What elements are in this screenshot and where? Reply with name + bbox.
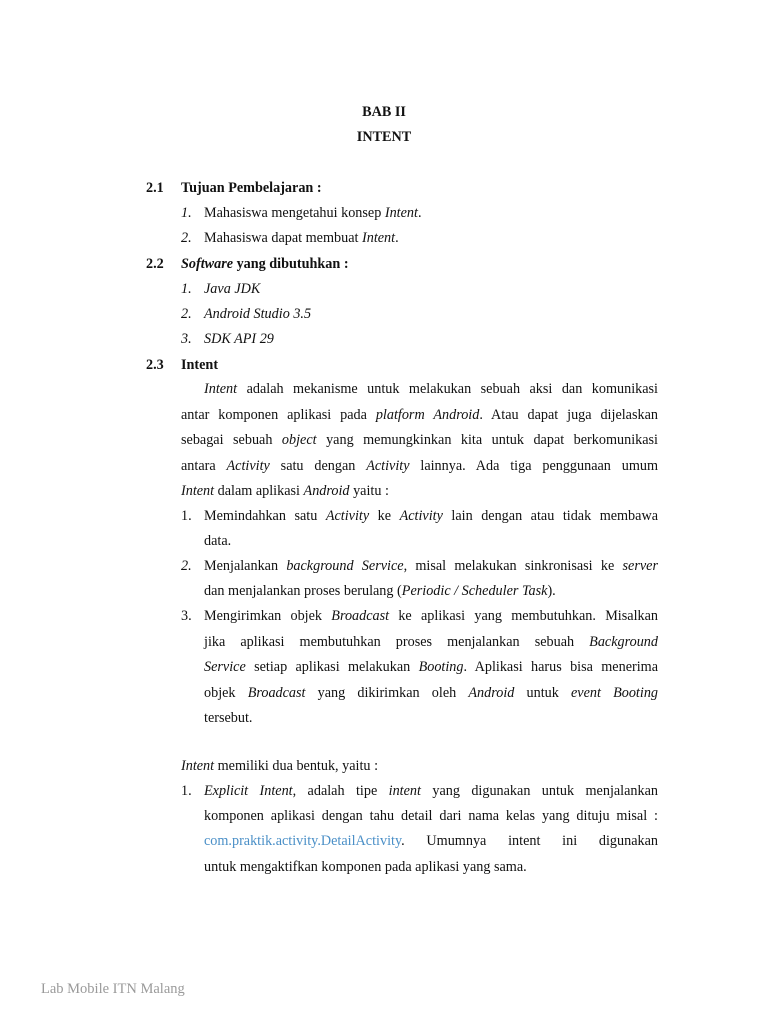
list-item-line: dan menjalankan proses berulang (Periodic / Scheduler Task).	[204, 583, 556, 599]
paragraph-line: antar komponen aplikasi pada platform Android. Atau dapat juga dijelaskan	[181, 407, 658, 423]
list-item-line: jika aplikasi membutuhkan proses menjalankan sebuah Background	[204, 634, 658, 650]
list-item-line: tersebut.	[204, 710, 253, 726]
paragraph-line: Intent memiliki dua bentuk, yaitu :	[181, 758, 379, 774]
list-item-line: Menjalankan background Service, misal melakukan sinkronisasi ke server	[204, 558, 658, 574]
list-number: 2.	[181, 230, 192, 246]
list-item-line: Service setiap aplikasi melakukan Booting. Aplikasi harus bisa menerima	[204, 659, 658, 675]
paragraph-line: antara Activity satu dengan Activity lainnya. Ada tiga penggunaan umum	[181, 458, 658, 474]
section-2-2-heading: Software yang dibutuhkan :	[181, 256, 349, 272]
section-2-2-number: 2.2	[146, 256, 164, 272]
list-number: 3.	[181, 608, 192, 624]
list-item-line: komponen aplikasi dengan tahu detail dari nama kelas yang dituju misal :	[204, 808, 658, 824]
list-item: Mahasiswa mengetahui konsep Intent.	[204, 205, 422, 221]
class-name-link[interactable]: com.praktik.activity.DetailActivity	[204, 833, 402, 849]
section-2-1-heading: Tujuan Pembelajaran :	[181, 180, 322, 196]
section-2-3-heading: Intent	[181, 357, 219, 373]
list-item-line: untuk mengaktifkan komponen pada aplikasi yang sama.	[204, 859, 527, 875]
list-number: 1.	[181, 281, 192, 297]
list-item-line: data.	[204, 533, 232, 549]
list-number: 1.	[181, 783, 192, 799]
chapter-number: BAB II	[362, 104, 406, 120]
paragraph-line: sebagai sebuah object yang memungkinkan kita untuk dapat berkomunikasi	[181, 432, 658, 448]
list-item-line: Memindahkan satu Activity ke Activity lain dengan atau tidak membawa	[204, 508, 658, 524]
list-item-line: Mengirimkan objek Broadcast ke aplikasi yang membutuhkan. Misalkan	[204, 608, 658, 624]
list-item: Java JDK	[204, 281, 261, 297]
list-item-line: objek Broadcast yang dikirimkan oleh Android untuk event Booting	[204, 685, 659, 701]
paragraph-line: Intent adalah mekanisme untuk melakukan sebuah aksi dan komunikasi	[204, 381, 658, 397]
section-2-1-number: 2.1	[146, 180, 164, 196]
paragraph-line: Intent dalam aplikasi Android yaitu :	[181, 483, 389, 499]
chapter-title: INTENT	[356, 129, 412, 145]
list-number: 1.	[181, 508, 192, 524]
list-item: SDK API 29	[204, 331, 274, 347]
list-number: 2.	[181, 306, 192, 322]
section-2-3-number: 2.3	[146, 357, 164, 373]
list-number: 1.	[181, 205, 192, 221]
list-number: 3.	[181, 331, 192, 347]
page-footer: Lab Mobile ITN Malang	[41, 981, 185, 997]
list-item: Android Studio 3.5	[204, 306, 312, 322]
list-number: 2.	[181, 558, 192, 574]
list-item-line: Explicit Intent, adalah tipe intent yang digunakan untuk menjalankan	[204, 783, 658, 799]
list-item: Mahasiswa dapat membuat Intent.	[204, 230, 399, 246]
list-item-line: com.praktik.activity.DetailActivity. Umumnya intent ini digunakan	[204, 833, 658, 849]
